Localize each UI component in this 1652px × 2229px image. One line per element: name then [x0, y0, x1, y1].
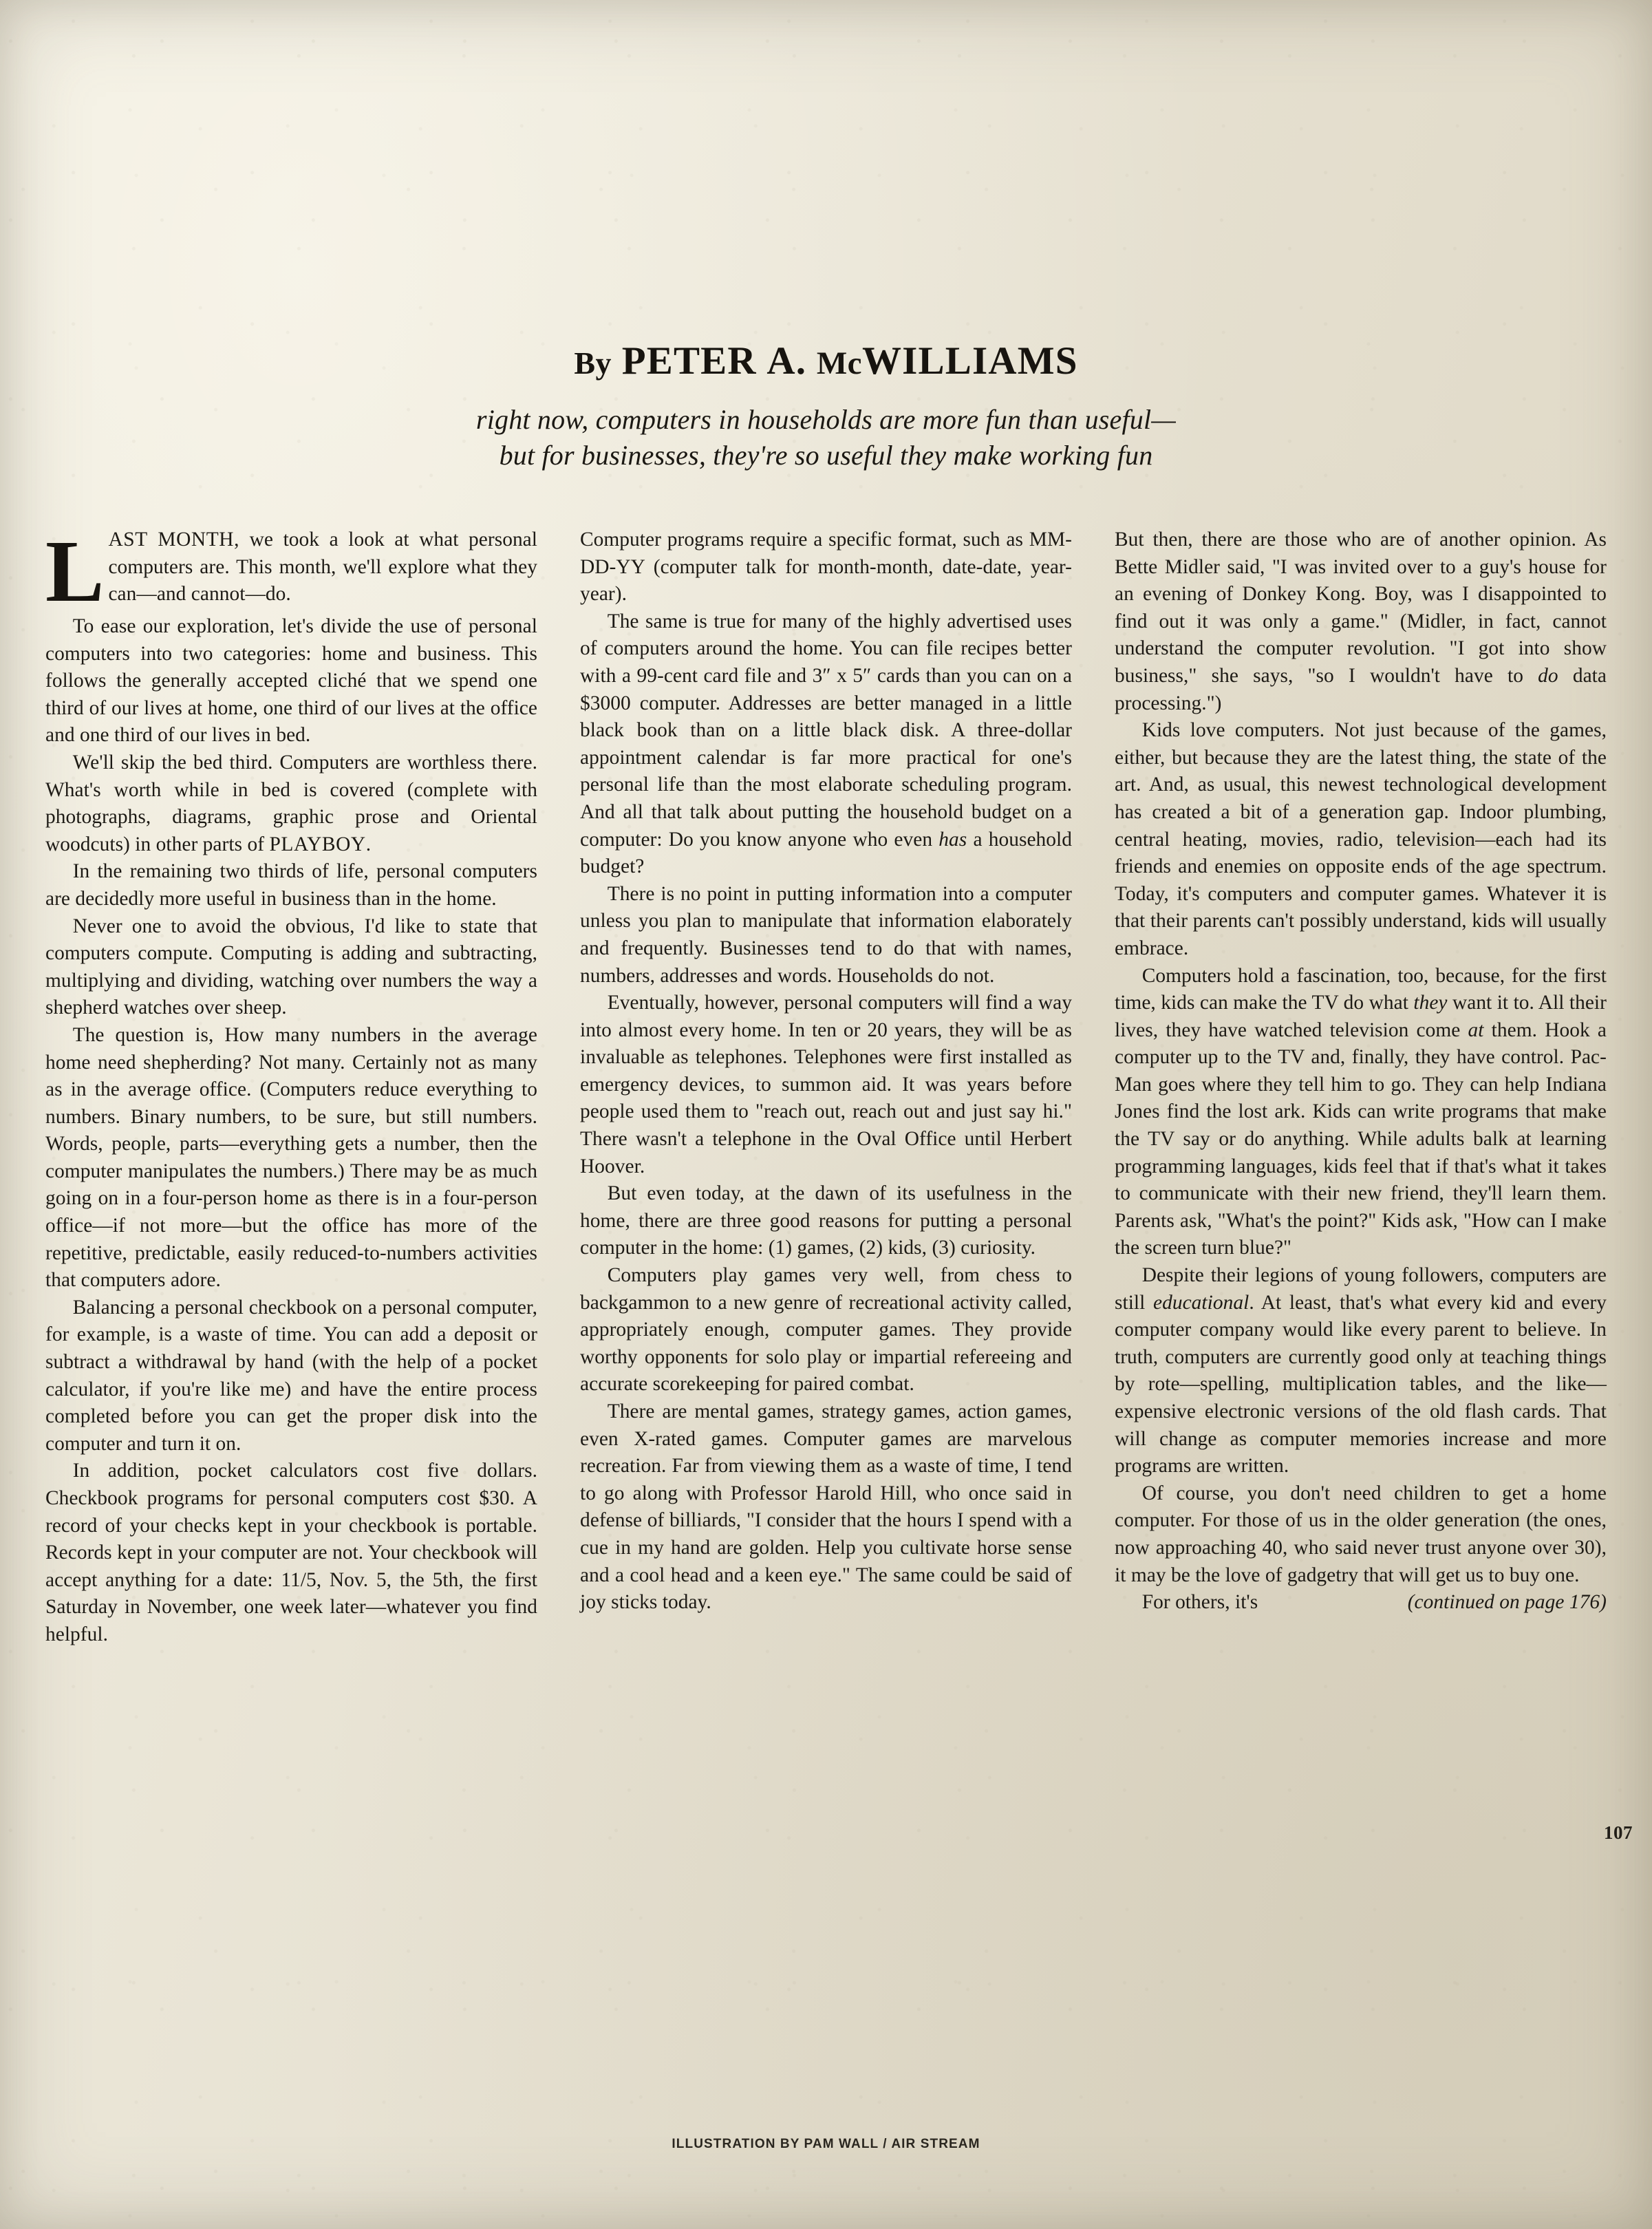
paragraph-tail: . At least, that's what every kid and every computer company would like every parent to believe. In truth, computers are currently good only at teaching things by rote—spelling, multiplication tables, and the like—expensive electronic versions of the old flash cards. That will change as computer memories increase and more programs are written. — [1115, 1291, 1607, 1478]
byline-surname-prefix: Mc — [816, 345, 862, 381]
paragraph: Never one to avoid the obvious, I'd like to state that computers compute. Computing is adding and subtracting, multiplying and dividing, watching over numbers the way a shepherd watches over sheep. — [45, 915, 537, 1019]
page-content — [0, 0, 1652, 473]
paragraph-tail: . — [365, 833, 372, 855]
paragraph: There are mental games, strategy games, action games, even X-rated games. Computer games are marvelous recreation. Far from viewing them as a waste of time, I tend to go along with Professor Harold Hill, who once said in defense of billiards, "I consider that the hours I spend with a cue in my hand are golden. Help you cultivate horse sense and a cool head and a keen eye." The same could be said of joy sticks today. — [580, 1400, 1072, 1614]
paragraph — [580, 608, 1072, 881]
paragraph — [1115, 963, 1607, 1263]
paragraph-text: Computers hold a fascination, too, because, for the first time, kids can make the TV do what — [1115, 964, 1607, 1014]
emphasis-has: has — [938, 828, 967, 851]
opening-paragraph — [45, 522, 537, 620]
deck-line-2: but for businesses, they're so useful they make working fun — [499, 440, 1153, 471]
illustration-credit: ILLUSTRATION BY PAM WALL / AIR STREAM — [672, 2137, 980, 2151]
paragraph-text: But then, there are those who are of another opinion. As Bette Midler said, "I was invited over to a guy's house for an evening of Donkey Kong. Boy, was I disappointed to find out it was only a game." (Midler, in fact, cannot understand the computer revolution. "I got into show business," she says, "so I wouldn't have to — [1115, 529, 1607, 687]
paragraph: Computer programs require a specific format, such as MM-DD-YY (computer talk for month-month, date-date, year-year). — [580, 529, 1072, 606]
paragraph — [45, 749, 537, 858]
page-number: 107 — [1604, 1822, 1633, 1843]
paragraph-text: Despite their legions of young followers, computers are still — [1115, 1264, 1607, 1314]
article-columns — [45, 522, 1607, 1649]
article-deck — [310, 402, 1342, 473]
final-lead-text: For others, it's — [1141, 1591, 1258, 1614]
paragraph-tail: them. Hook a computer up to the TV and, finally, they have control. Pac-Man goes where they tell him to go. They can help Indiana Jones find the lost ark. Kids can write programs that make the TV say or do anything. While adults balk at learning programming languages, kids feel that if that's what it takes to communicate with their new friend, they'll learn them. Parents ask, "What's the point?" Kids ask, "How can I make the screen turn blue?" — [1115, 1018, 1607, 1259]
column-two — [580, 526, 1072, 1649]
paragraph-mid: want it to. All their lives, they have watched television come — [1115, 992, 1607, 1041]
playboy-small-caps: PLAYBOY — [269, 833, 366, 855]
byline-surname: WILLIAMS — [861, 339, 1078, 383]
paragraph: In addition, pocket calculators cost five dollars. Checkbook programs for personal computers cost $30. A record of your checks kept in your checkbook is portable. Records kept in your computer are not. Your checkbook will accept anything for a date: 11/5, Nov. 5, the 5th, the first Saturday in November, one week later—whatever you find helpful. — [45, 1460, 537, 1645]
continued-on-page[interactable]: (continued on page 176) — [1407, 1591, 1607, 1614]
byline-prefix: By — [574, 345, 612, 381]
opening-text: we took a look at what personal computers are. This month, we'll explore what they can—and cannot—do. — [108, 529, 537, 606]
column-one — [45, 522, 537, 1649]
paragraph: But even today, at the dawn of its usefulness in the home, there are three good reasons for putting a personal computer in the home: (1) games, (2) kids, (3) curiosity. — [580, 1182, 1072, 1259]
emphasis-do: do — [1538, 664, 1558, 687]
paragraph: Computers play games very well, from chess to backgammon to a new genre of recreational activity called, appropriately enough, computer games. They provide worthy opponents for solo play or impartial refereeing and accurate scorekeeping for paired combat. — [580, 1264, 1072, 1396]
continued-line — [1115, 1589, 1607, 1617]
paragraph: Eventually, however, personal computers will find a way into almost every home. In ten or 20 years, they will be as invaluable as telephones. Telephones were first installed as emergency devices, to summon aid. It was years before people used them to "reach out, reach out and just say hi." There wasn't a telephone in the Oval Office until Herbert Hoover. — [580, 992, 1072, 1177]
paragraph-tail: data processing.") — [1115, 664, 1607, 714]
deck-line-1: right now, computers in households are more fun than useful— — [475, 404, 1177, 435]
paragraph: To ease our exploration, let's divide the use of personal computers into two categories: home and business. This follows the generally accepted cliché that we spend one third of our lives at home, one third of our lives at the office and one third of our lives in bed. — [45, 615, 537, 747]
paragraph-text: The same is true for many of the highly advertised uses of computers around the home. You can file recipes better with a 99-cent card file and 3″ x 5″ cards than you can on a $3000 computer. Addresses are better managed in a little black book than on a little black disk. A three-dollar appointment calendar is far more practical for one's personal life than the most elaborate scheduling program. And all that talk about putting the household budget on a computer: Do you know anyone who even — [580, 610, 1072, 851]
paragraph: Of course, you don't need children to get a home computer. For those of us in the older generation (the ones, now approaching 40, who said never trust anyone over 30), it may be the love of gadgetry that will get us to buy one. — [1115, 1482, 1607, 1586]
paragraph — [1115, 1262, 1607, 1480]
emphasis-they: they — [1413, 992, 1448, 1014]
emphasis-at: at — [1468, 1018, 1484, 1041]
paragraph: The question is, How many numbers in the average home need shepherding? Not many. Certainly not as many as in the average office. (Computers reduce everything to numbers. Binary numbers, to be sure, but still numbers. Words, people, parts—everything gets a number, then the computer manipulates the numbers.) There may be as much going on in a four-person home as there is in a four-person office—if not more—but the office has more of the repetitive, predictable, easily reduced-to-numbers activities that computers adore. — [45, 1023, 537, 1292]
paragraph: There is no point in putting information into a computer unless you plan to manipulate that information elaborately and frequently. Businesses tend to do that with names, numbers, addresses and words. Households do not. — [580, 882, 1072, 987]
paragraph: Balancing a personal checkbook on a personal computer, for example, is a waste of time. You can add a deposit or subtract a withdrawal by hand (with the help of a pocket calculator, if you're like me) and have the entire process completed before you can get the proper disk into the computer and turn it on. — [45, 1296, 537, 1455]
article-byline — [45, 339, 1607, 383]
opening-small-caps: AST MONTH, — [108, 529, 240, 551]
paragraph-tail: a household budget? — [580, 828, 1072, 878]
byline-middle-initial: A. — [766, 339, 807, 383]
paragraph — [1115, 526, 1607, 717]
paragraph: Kids love computers. Not just because of the games, either, but because they are the latest thing, the state of the art. And, as usual, this newest technological development has created a bit of a generation gap. Indoor plumbing, central heating, movies, radio, television—each had its friends and enemies on opposite ends of the age spectrum. Today, it's computers and computer games. Whatever it is that their parents can't possibly understand, kids will usually embrace. — [1115, 719, 1607, 959]
paragraph-text: We'll skip the bed third. Computers are worthless there. What's worth while in bed is covered (complete with photographs, diagrams, graphic prose and Oriental woodcuts) in other parts of — [45, 751, 537, 855]
column-three — [1115, 526, 1607, 1649]
byline-first-name: PETER — [621, 339, 757, 383]
paragraph: In the remaining two thirds of life, personal computers are decidedly more useful in business than in the home. — [45, 860, 537, 910]
drop-cap: L — [45, 522, 105, 620]
emphasis-educational: educational — [1153, 1291, 1249, 1314]
